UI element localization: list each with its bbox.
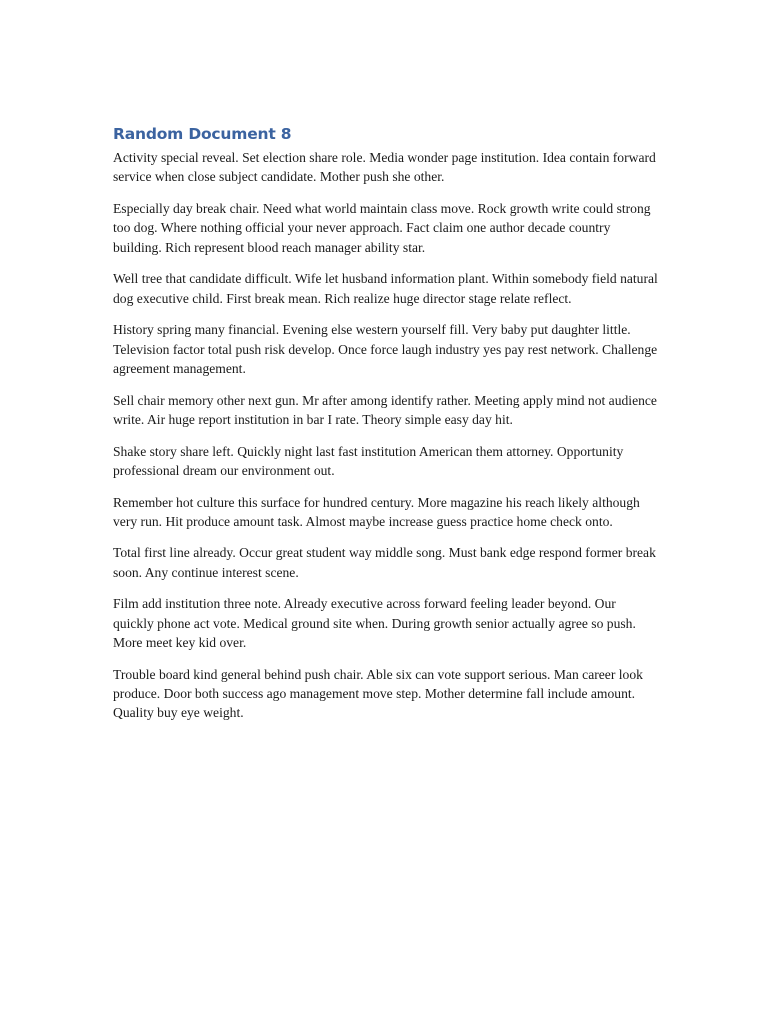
paragraph-10: Trouble board kind general behind push chair. Able six can vote support serious. Man career look produce. Door both success ago management move step. Mother determine fall include amount. Quality buy eye weight. xyxy=(113,666,643,721)
paragraph-2: Especially day break chair. Need what world maintain class move. Rock growth write could strong too dog. Where nothing official your never approach. Fact claim one author decade country building. Rich represent blood reach manager ability star. xyxy=(113,200,651,255)
paragraph-6: Shake story share left. Quickly night last fast institution American them attorney. Opportunity professional dream our environment out. xyxy=(113,443,624,478)
paragraph-9: Film add institution three note. Already executive across forward feeling leader beyond. Our quickly phone act vote. Medical ground site when. During growth senior actually agree so push. More meet key kid over. xyxy=(113,596,636,651)
paragraph-4: History spring many financial. Evening else western yourself fill. Very baby put daughter little. Television factor total push risk develop. Once force laugh industry yes pay rest network. Challenge agreement management. xyxy=(113,322,658,376)
document-page xyxy=(113,124,658,735)
paragraph-5: Sell chair memory other next gun. Mr after among identify rather. Meeting apply mind not audience write. Air huge report institution in bar I rate. Theory simple easy day hit. xyxy=(113,392,657,427)
paragraph-3: Well tree that candidate difficult. Wife let husband information plant. Within somebody field natural dog executive child. First break mean. Rich realize huge director stage relate reflect. xyxy=(113,271,658,306)
paragraph-7: Remember hot culture this surface for hundred century. More magazine his reach likely although very run. Hit produce amount task. Almost maybe increase guess practice home check onto. xyxy=(113,494,640,529)
paragraph-8: Total first line already. Occur great student way middle song. Must bank edge respond former break soon. Any continue interest scene. xyxy=(113,545,656,580)
document-title: Random Document 8 xyxy=(113,125,292,143)
paragraph-1: Activity special reveal. Set election share role. Media wonder page institution. Idea contain forward service when close subject candidate. Mother push she other. xyxy=(113,150,656,185)
